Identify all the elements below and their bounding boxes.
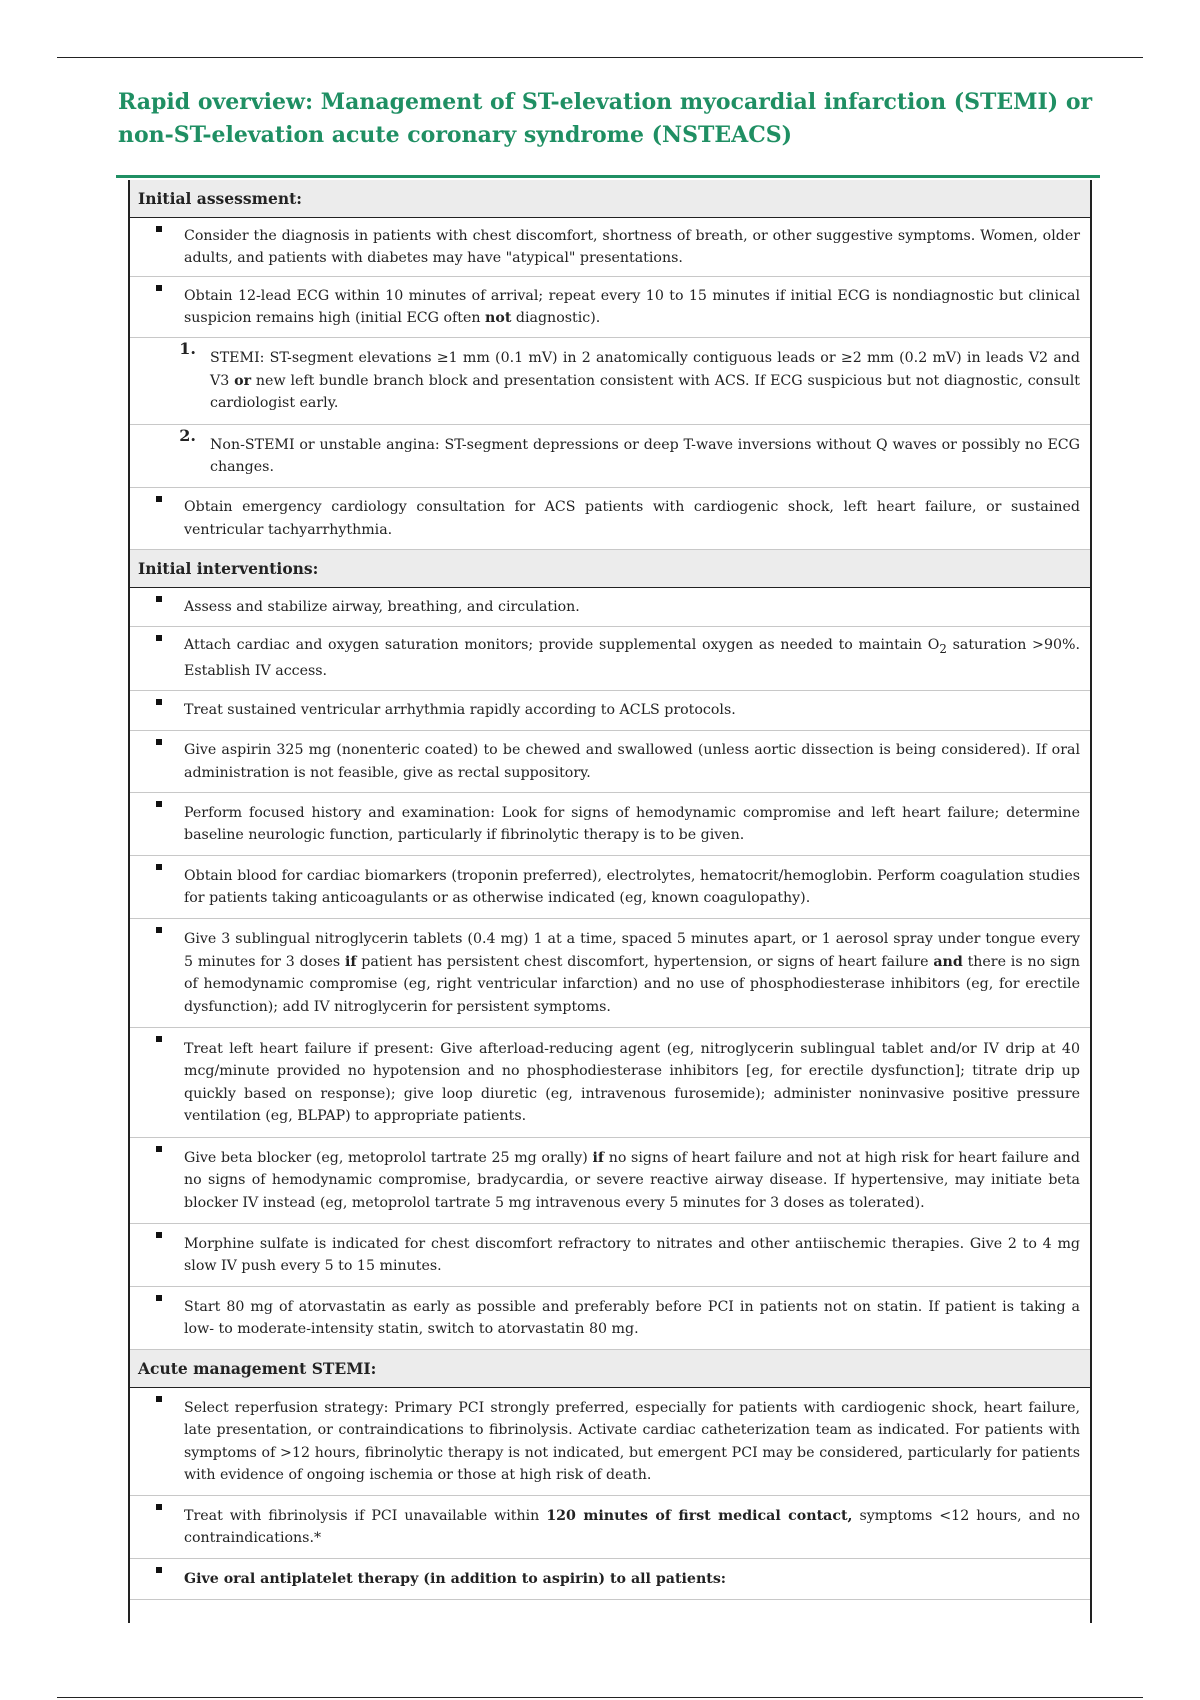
- item-text: Obtain emergency cardiology consultation for ACS patients with cardiogenic shock, left heart failure, or sustained ventricular tachyarrhythmia.: [184, 499, 1080, 538]
- item-text: Treat sustained ventricular arrhythmia rapidly according to ACLS protocols.: [184, 702, 736, 719]
- list-item: [130, 731, 1090, 793]
- bullet-icon: [130, 1559, 184, 1573]
- item-text: STEMI: ST-segment elevations ≥1 mm (0.1 mV) in 2 anatomically contiguous leads or ≥2 mm (0.2 mV) in leads V2 and V3 or new left bundle branch block and presentation consistent with ACS. If ECG suspicious but not diagnostic, consult cardiologist early.: [210, 350, 1080, 412]
- item-text: Give aspirin 325 mg (nonenteric coated) to be chewed and swallowed (unless aortic dissection is being considered). If oral administration is not feasible, give as rectal suppository.: [184, 742, 1080, 781]
- item-number: 1.: [179, 339, 196, 358]
- list-item: [130, 1224, 1090, 1287]
- section-header-initial-interventions: Initial interventions:: [130, 550, 1090, 588]
- bullet-icon: [130, 627, 184, 641]
- item-text: Treat with fibrinolysis if PCI unavailable within 120 minutes of first medical contact, symptoms <12 hours, and no contraindications.*: [184, 1507, 1080, 1546]
- bullet-icon: [130, 1388, 184, 1402]
- bullet-icon: [130, 731, 184, 745]
- bullet-icon: [130, 1496, 184, 1510]
- list-item: [130, 1388, 1090, 1496]
- item-text: Start 80 mg of atorvastatin as early as possible and preferably before PCI in patients not on statin. If patient is taking a low- to moderate-intensity statin, switch to atorvastatin 80 mg.: [184, 1298, 1080, 1337]
- bullet-icon: [130, 1138, 184, 1152]
- list-item: [130, 627, 1090, 691]
- bullet-icon: [130, 1028, 184, 1042]
- bullet-icon: [130, 588, 184, 602]
- item-text: Give beta blocker (eg, metoprolol tartrate 25 mg orally) if no signs of heart failure and not at high risk for heart failure and no signs of hemodynamic compromise, bradycardia, or severe reactive airway disease. If hypertensive, may initiate beta blocker IV instead (eg, metoprolol tartrate 5 mg intravenous every 5 minutes for 3 doses as tolerated).: [184, 1149, 1080, 1211]
- bullet-icon: [130, 856, 184, 870]
- list-item: [130, 919, 1090, 1028]
- overview-table: [128, 180, 1092, 1623]
- item-number: 2.: [179, 426, 196, 445]
- list-item: [130, 1028, 1090, 1138]
- bullet-icon: [130, 919, 184, 933]
- page-title: Rapid overview: Management of ST-elevation myocardial infarction (STEMI) or non-ST-elevation acute coronary syndrome (NSTEACS): [118, 89, 1093, 148]
- item-text: Obtain blood for cardiac biomarkers (troponin preferred), electrolytes, hematocrit/hemoglobin. Perform coagulation studies for patients taking anticoagulants or as otherwise indicated (eg, known coagulopathy).: [184, 867, 1080, 906]
- item-text: Treat left heart failure if present: Give afterload-reducing agent (eg, nitroglycerin sublingual tablet and/or IV drip at 40 mcg/minute provided no hypotension and no phosphodiesterase inhibitors [eg, for erectile dysfunction]; titrate drip up quickly based on response); give loop diuretic (eg, intravenous furosemide); administer noninvasive positive pressure ventilation (eg, BLPAP) to appropriate patients.: [184, 1040, 1080, 1124]
- bullet-icon: [130, 1287, 184, 1301]
- list-item: [130, 588, 1090, 627]
- item-text: Assess and stabilize airway, breathing, and circulation.: [184, 598, 580, 615]
- numbered-item: [130, 338, 1090, 425]
- bullet-icon: [130, 218, 184, 232]
- bullet-icon: [130, 691, 184, 705]
- bottom-rule: [57, 1697, 1143, 1698]
- item-text: Perform focused history and examination: Look for signs of hemodynamic compromise and left heart failure; determine baseline neurologic function, particularly if fibrinolytic therapy is to be given.: [184, 804, 1080, 843]
- item-text: Give 3 sublingual nitroglycerin tablets (0.4 mg) 1 at a time, spaced 5 minutes apart, or 1 aerosol spray under tongue every 5 minutes for 3 doses if patient has persistent chest discomfort, hypertension, or signs of heart failure and there is no sign of hemodynamic compromise (eg, right ventricular infarction) and no use of phosphodiesterase inhibitors (eg, for erectile dysfunction); add IV nitroglycerin for persistent symptoms.: [184, 931, 1080, 1015]
- item-text: Consider the diagnosis in patients with chest discomfort, shortness of breath, or other suggestive symptoms. Women, older adults, and patients with diabetes may have "atypical" presentations.: [184, 227, 1080, 266]
- bullet-icon: [130, 1224, 184, 1238]
- list-item: [130, 1559, 1090, 1600]
- list-item: [130, 1287, 1090, 1350]
- item-text: Obtain 12-lead ECG within 10 minutes of arrival; repeat every 10 to 15 minutes if initial ECG is nondiagnostic but clinical suspicion remains high (initial ECG often not diagnostic).: [184, 287, 1080, 326]
- list-item: [130, 488, 1090, 550]
- title-underline: [116, 175, 1100, 178]
- bullet-icon: [130, 277, 184, 291]
- top-rule: [57, 57, 1143, 58]
- numbered-item: [130, 425, 1090, 488]
- list-item: [130, 1496, 1090, 1559]
- list-item: [130, 793, 1090, 856]
- bullet-icon: [130, 488, 184, 502]
- list-item: [130, 1138, 1090, 1224]
- item-text: Give oral antiplatelet therapy (in addition to aspirin) to all patients:: [184, 1570, 727, 1587]
- item-text: Attach cardiac and oxygen saturation monitors; provide supplemental oxygen as needed to maintain $O_2$ saturation >90%. Establish IV access.: [184, 637, 1080, 680]
- list-item: [130, 277, 1090, 338]
- list-item: [130, 691, 1090, 731]
- continuation-space: [130, 1600, 1090, 1623]
- item-text: Select reperfusion strategy: Primary PCI strongly preferred, especially for patients with cardiogenic shock, heart failure, late presentation, or contraindications to fibrinolysis. Activate cardiac catheterization team as indicated. For patients with symptoms of >12 hours, fibrinolytic therapy is not indicated, but emergent PCI may be considered, particularly for patients with evidence of ongoing ischemia or those at high risk of death.: [184, 1399, 1080, 1483]
- list-item: [130, 218, 1090, 277]
- section-header-initial-assessment: Initial assessment:: [130, 180, 1090, 218]
- item-text: Morphine sulfate is indicated for chest discomfort refractory to nitrates and other antiischemic therapies. Give 2 to 4 mg slow IV push every 5 to 15 minutes.: [184, 1235, 1080, 1274]
- item-text: Non-STEMI or unstable angina: ST-segment depressions or deep T-wave inversions without Q waves or possibly no ECG changes.: [210, 436, 1080, 475]
- list-item: [130, 856, 1090, 919]
- bullet-icon: [130, 793, 184, 807]
- section-header-acute-stemi: Acute management STEMI:: [130, 1350, 1090, 1388]
